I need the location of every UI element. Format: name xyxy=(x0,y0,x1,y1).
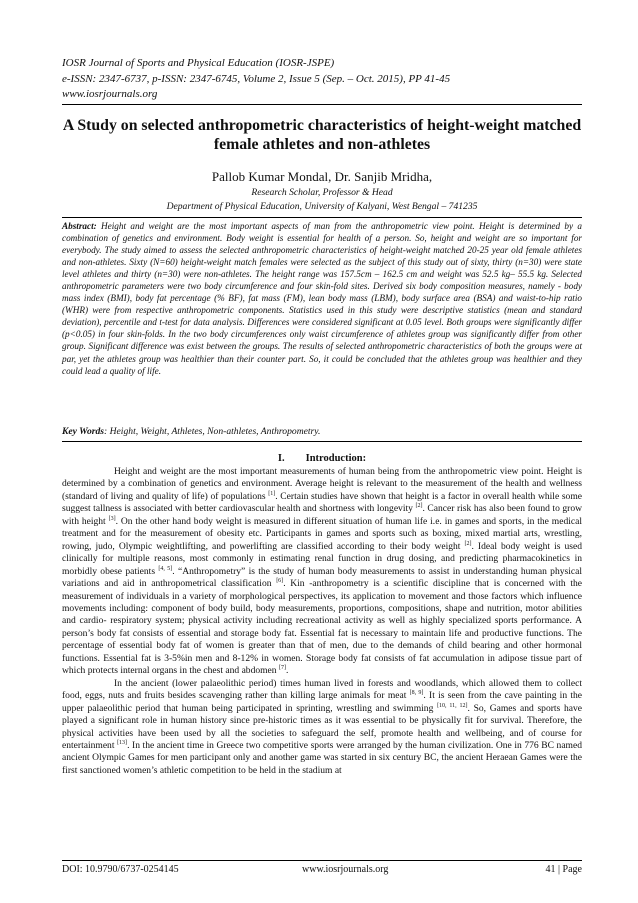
journal-name: IOSR Journal of Sports and Physical Education (IOSR-JSPE) xyxy=(62,57,335,69)
footer-divider xyxy=(62,860,582,861)
paper-title: A Study on selected anthropometric characteristics of height-weight matched female athletes and non-athletes xyxy=(62,117,582,153)
citation: [3] xyxy=(108,515,116,522)
text-run: . Cancer risk has also been found to grow with height xyxy=(62,503,583,527)
citation: [13] xyxy=(117,739,128,746)
paragraph xyxy=(62,466,582,678)
text-run: . Ideal body weight is used clinically for multiple reasons, most commonly in estimating renal function in drug dosing, and predicting pharmacokinetics in morbidly obese patients xyxy=(62,540,582,577)
header-divider xyxy=(62,104,582,105)
text-run: Height and weight are the most important measurements of human being from the anthropometric view point. Height is determined by a combination of genetics and environment. Average height is relevant to the measurement of the health and wellness (standard of living and quality of life) of populations xyxy=(62,466,582,502)
abstract-text: Height and weight are the most important aspects of man from the anthropometric view point. Height is determined by a combination of genetics and environment. Body weight is essential for health of a person. So, height and weight are so important for everybody. The study aimed to assess the selected anthropometric characteristics of height-weight matched 20-25 year old female athletes and non-athletes. Sixty (N=60) height-weight match females were selected as the subject of this study out of sixty, thirty (n=30) were state level athletes and thirty (n=30) were non-athletes. The height range was 157.5cm – 162.5 cm and weight was 52.5 kg– 55.5 kg. Selected anthropometric parameters were two body circumference and four skin-fold sites. Derived six body composition measures, namely - body mass index (BMI), body fat percentage (% BF), fat mass (FM), lean body mass (LBM), body surface area (BSA) and waist-to-hip ratio (WHR) were from respective anthropometric components. Statistics used in this study were descriptive statistics (mean and standard deviation), percentile and t-test for data analysis. Differences were considered significant at 0.05 level. Both groups were significantly differ (p<0.05) in four skin-folds. In the two body circumferences only waist circumference of athletes group was significantly differ from other group. Significant difference was exist between the groups. The results of selected anthropometric characteristics of both the groups were at par, yet the athletes group was healthier than their counter part. So, it could be concluded that the athletes group was healthier and they could lead a quality of life. xyxy=(62,221,583,376)
author-role: Research Scholar, Professor & Head xyxy=(251,187,393,198)
citation: [2] xyxy=(464,540,472,547)
footer-website: www.iosrjournals.org xyxy=(302,864,389,875)
citation: [2] xyxy=(415,503,423,510)
text-run: . So, Games and sports have played a significant role in human history since pre-historic times as it was essential to be physically fit for survival. Therefore, the physical activities have been used by all the societies to safeguard the self, promote health and wellbeing, and of course for entertainment xyxy=(62,702,582,751)
section-heading-introduction: I. Introduction: xyxy=(277,453,367,464)
paragraph xyxy=(62,678,582,778)
body-text xyxy=(62,466,582,777)
citation: [10, 11, 12] xyxy=(437,702,468,709)
citation: [8, 9] xyxy=(409,690,424,697)
text-run: . Kin -anthropometry is a scientific discipline that is concerned with the measurement of individuals in a variety of morphological perspectives, its application to movement and those factors which influence movements including: component of body build, body measurements, proportions, compositions, shape and nutrition, motor abilities and cardio- respiratory system; physical activity including recreational activity as well as highly specialized sports performance. A person’s body fat consists of essential and storage body fat. Essential fat is necessary to maintain life and productive functions. The percentage of essential body fat of women is greater than that of men, due to the demands of child bearing and other hormonal functions. Essential fat is 3-5%in men and 8-12% in women. Storage body fat consists of fat accumulation in adipose tissue part of which protects internal organs in the chest and abdomen xyxy=(62,578,583,677)
text-run: . xyxy=(285,665,289,677)
text-run: . “Anthropometry” is the study of human body measurements to assist in understanding human physical variations and aid in anthropometrical classification xyxy=(62,565,582,590)
citation: [1] xyxy=(268,490,276,497)
abstract-label: Abstract: xyxy=(62,221,97,231)
text-run: . On the other hand body weight is measured in different situation of human life i.e. in games and sports, in the medical treatment and for the measurement of obesity etc. Participants in games and sports such as boxing, mixed martial arts, wrestling, rowing, judo, Olympic weightlifting, and powerlifting are classified according to their body weight xyxy=(62,515,582,552)
text-run: . In the ancient time in Greece two competitive sports were arranged by the human civilization. One in 776 BC named ancient Olympic Games for men participant only and another game was started in six century BC, the ancient Heraean Games were the first sanctioned women’s athletic competition to be held in the stadium at xyxy=(62,739,582,776)
paper-authors: Pallob Kumar Mondal, Dr. Sanjib Mridha, xyxy=(211,169,433,184)
keywords xyxy=(62,425,582,438)
citation: [7] xyxy=(278,665,286,672)
text-run: . It is seen from the cave painting in the upper palaeolithic period that human being participated in sprinting, wrestling and swimming xyxy=(62,690,582,714)
footer-doi: DOI: 10.9790/6737-0254145 xyxy=(62,864,179,875)
author-affiliation: Department of Physical Education, University of Kalyani, West Bengal – 741235 xyxy=(166,201,478,212)
text-run: . Certain studies have shown that height is a factor in overall health while some suggest tallness is associated with better cardiovascular health and shortness with longevity xyxy=(62,490,582,515)
journal-website: www.iosrjournals.org xyxy=(62,88,158,100)
abstract xyxy=(62,220,582,377)
text-run: In the ancient (lower palaeolithic period) times human lived in forests and woodlands, which allowed them to collect food, eggs, nuts and fruits besides scavenging rather than killing large animals for meat xyxy=(62,677,582,702)
citation: [4, 5] xyxy=(158,565,173,572)
abstract-top-divider xyxy=(62,217,582,218)
journal-issn: e-ISSN: 2347-6737, p-ISSN: 2347-6745, Volume 2, Issue 5 (Sep. – Oct. 2015), PP 41-45 xyxy=(62,72,451,85)
keywords-label: Key Words xyxy=(62,426,105,437)
citation: [6] xyxy=(276,578,284,585)
keywords-divider xyxy=(62,441,582,442)
journal-header xyxy=(62,56,582,103)
footer-page-number: 41 | Page xyxy=(545,864,582,875)
keywords-text: : Height, Weight, Athletes, Non-athletes, Anthropometry. xyxy=(104,426,321,437)
